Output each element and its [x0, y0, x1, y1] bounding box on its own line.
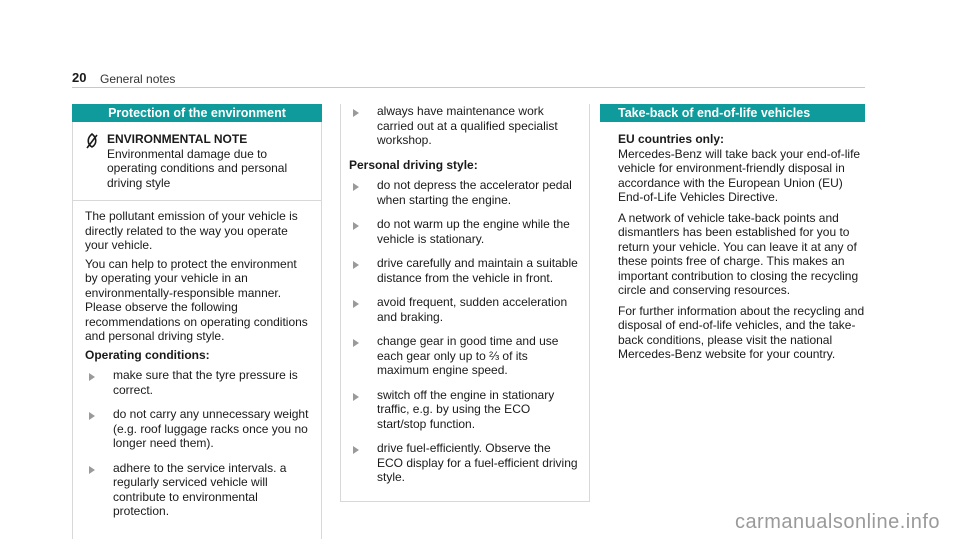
- list-item-text: do not carry any unnecessary weight (e.g. roof luggage racks once you no longer need them).: [113, 407, 309, 450]
- list-item-text: switch off the engine in stationary traffic, e.g. by using the ECO start/stop function.: [377, 387, 555, 431]
- environmental-note: [73, 122, 321, 201]
- bullet-triangle-icon: [85, 407, 113, 451]
- section-title: General notes: [100, 72, 176, 86]
- list-item-text: make sure that the tyre pressure is correct.: [113, 368, 298, 397]
- list-item-text: change gear in good time and use each gear only up to ⅔ of its maximum engine speed.: [377, 334, 559, 377]
- list-item-text: do not depress the accelerator pedal when starting the engine.: [377, 178, 572, 207]
- eu-countries-lead: EU countries only:: [618, 132, 725, 146]
- list-item: [341, 178, 579, 207]
- bullet-triangle-icon: [85, 461, 113, 519]
- bullet-triangle-icon: [349, 104, 377, 148]
- environment-box: [72, 122, 322, 539]
- list-item: [85, 461, 311, 519]
- list-item: [85, 407, 311, 451]
- bullet-triangle-icon: [349, 295, 377, 324]
- paragraph: The pollutant emission of your vehicle is directly related to the way you operate your vehicle.: [85, 209, 298, 252]
- bullet-triangle-icon: [349, 178, 377, 207]
- list-item-text: always have maintenance work carried out at a qualified specialist workshop.: [377, 104, 558, 147]
- take-back-body: [600, 122, 865, 362]
- bullet-triangle-icon: [349, 441, 377, 485]
- page-number: 20: [72, 70, 87, 85]
- list-item-text: avoid frequent, sudden acceleration and braking.: [377, 295, 568, 324]
- list-item-text: drive carefully and maintain a suitable distance from the vehicle in front.: [377, 256, 578, 285]
- list-item-text: drive fuel-efficiently. Observe the ECO display for a fuel-efficient driving style.: [377, 441, 578, 484]
- bullet-triangle-icon: [85, 368, 113, 397]
- subheading-operating-conditions: Operating conditions:: [85, 347, 210, 362]
- list-item: [341, 441, 579, 485]
- header-divider: [72, 87, 865, 88]
- list-item: [85, 368, 311, 397]
- list-item: [341, 295, 579, 324]
- list-item: [341, 104, 579, 148]
- section-heading-environment: Protection of the environment: [72, 104, 322, 122]
- column-driving-style: [340, 104, 590, 502]
- subheading-personal-driving-style: Personal driving style:: [349, 157, 478, 172]
- bullet-triangle-icon: [349, 256, 377, 285]
- environmental-note-body: Environmental damage due to operating conditions and personal driving style: [107, 146, 288, 190]
- list-item: [341, 256, 579, 285]
- bullet-triangle-icon: [349, 217, 377, 246]
- driving-style-box: [340, 104, 590, 502]
- bullet-triangle-icon: [349, 334, 377, 378]
- environmental-note-label: ENVIRONMENTAL NOTE: [107, 132, 248, 146]
- paragraph: A network of vehicle take-back points and dismantlers has been established for you to return your vehicle. You can leave it at any of these points free of charge. This makes an important contribution to closing the recycling circle and conserving resources.: [618, 210, 859, 297]
- environment-body: [73, 201, 321, 539]
- list-item: [341, 334, 579, 378]
- environment-leaf-icon: [85, 132, 107, 190]
- paragraph: For further information about the recycling and disposal of end-of-life vehicles, and the take-back conditions, please visit the national Mercedes-Benz website for your country.: [618, 303, 865, 361]
- list-item: [341, 217, 579, 246]
- list-item-text: do not warm up the engine while the vehicle is stationary.: [377, 217, 570, 246]
- column-take-back: [600, 104, 865, 368]
- paragraph: Mercedes-Benz will take back your end-of-life vehicle for environment-friendly disposal in accordance with the European Union (EU) End-of-Life Vehicles Directive.: [618, 146, 861, 204]
- column-environment: [72, 104, 322, 539]
- environmental-note-text: [107, 132, 311, 190]
- bullet-triangle-icon: [349, 388, 377, 432]
- watermark-logo: carmanualsonline.info: [734, 510, 940, 533]
- paragraph: You can help to protect the environment by operating your vehicle in an environmentally-responsible manner. Please observe the following recommendations on operating conditions and personal driving style.: [85, 256, 308, 343]
- section-heading-take-back: Take-back of end-of-life vehicles: [600, 104, 865, 122]
- list-item: [341, 388, 579, 432]
- list-item-text: adhere to the service intervals. a regularly serviced vehicle will contribute to environmental protection.: [113, 460, 287, 518]
